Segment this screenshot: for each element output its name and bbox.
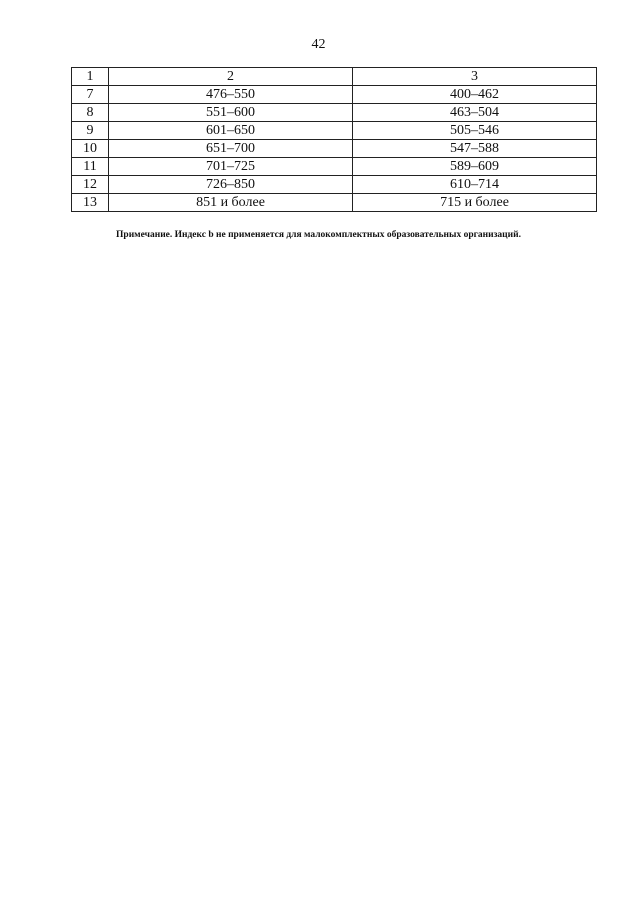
header-cell: 1 <box>72 68 109 86</box>
table-row <box>72 86 597 104</box>
table-cell: 7 <box>72 86 109 104</box>
table-row <box>72 140 597 158</box>
table-cell: 610–714 <box>353 176 597 194</box>
table-cell: 726–850 <box>109 176 353 194</box>
header-cell: 2 <box>109 68 353 86</box>
table-cell: 589–609 <box>353 158 597 176</box>
table-cell: 505–546 <box>353 122 597 140</box>
data-table <box>71 67 597 212</box>
table-note: Примечание. Индекс b не применяется для малокомплектных образовательных организаций. <box>116 230 521 240</box>
table-cell: 463–504 <box>353 104 597 122</box>
table-cell: 551–600 <box>109 104 353 122</box>
table-row <box>72 158 597 176</box>
table-cell: 8 <box>72 104 109 122</box>
table-cell: 547–588 <box>353 140 597 158</box>
table-row <box>72 176 597 194</box>
table-row <box>72 122 597 140</box>
table-cell: 13 <box>72 194 109 212</box>
table-cell: 12 <box>72 176 109 194</box>
table-cell: 10 <box>72 140 109 158</box>
table-row <box>72 104 597 122</box>
table-cell: 701–725 <box>109 158 353 176</box>
table-row <box>72 194 597 212</box>
table-cell: 476–550 <box>109 86 353 104</box>
table-cell: 9 <box>72 122 109 140</box>
table-cell: 601–650 <box>109 122 353 140</box>
table-cell: 651–700 <box>109 140 353 158</box>
table-header-row <box>72 68 597 86</box>
header-cell: 3 <box>353 68 597 86</box>
table-cell: 851 и более <box>109 194 353 212</box>
table-cell: 11 <box>72 158 109 176</box>
page-number: 42 <box>311 37 326 52</box>
table-cell: 715 и более <box>353 194 597 212</box>
table-cell: 400–462 <box>353 86 597 104</box>
